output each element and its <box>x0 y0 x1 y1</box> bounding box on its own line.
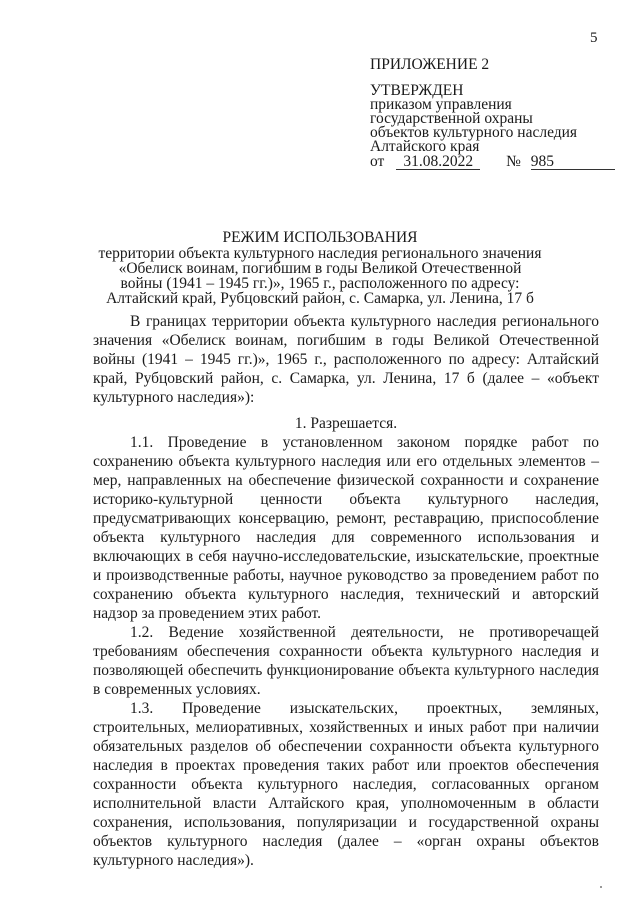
approval-line: приказом управления <box>370 96 512 113</box>
intro-paragraph: В границах территории объекта культурного наследия регионального значения «Обелиск воинам, погибшим в годы Великой Отечественной войны (1941 – 1945 гг.)», 1965 г., расположенного по адресу: Алтайский край, Рубцовский район, с. Самарка, ул. Ленина, 17 б (далее – «объект культурного наследия»): <box>93 313 599 406</box>
clause-1-1: 1.1. Проведение в установленном законом порядке работ по сохранению объекта культурного наследия или его отдельных элементов – мер, направленных на обеспечение физической сохранности и сохранение историко-культурной ценности объекта культурного наследия, предусматривающих консервацию, ремонт, реставрацию, приспособление объекта культурного наследия для современного использования и включающих в себя научно-исследовательские, изыскательские, проектные и производственные работы, научное руководство за проведением работ по сохранению объекта культурного наследия, технический и авторский надзор за проведением этих работ. <box>93 434 599 622</box>
intro-block <box>93 312 599 407</box>
section-heading: 1. Разрешается. <box>294 415 398 432</box>
approval-line: Алтайского края <box>370 138 480 155</box>
approval-line: государственной охраны <box>370 110 533 127</box>
title-line: войны (1941 – 1945 гг.)», 1965 г., расположенного по адресу: <box>120 275 520 292</box>
document-title <box>0 230 640 306</box>
order-reference <box>370 153 615 171</box>
number-label: № <box>506 153 521 170</box>
section-1 <box>93 414 599 870</box>
from-label: от <box>370 153 385 170</box>
title-line: Алтайский край, Рубцовский район, с. Самарка, ул. Ленина, 17 б <box>106 290 534 307</box>
title-line: территории объекта культурного наследия регионального значения <box>98 245 542 262</box>
scan-mark <box>600 886 602 888</box>
title-main: РЕЖИМ ИСПОЛЬЗОВАНИЯ <box>222 229 418 246</box>
order-date: 31.08.2022 <box>396 154 480 170</box>
approved-label: УТВЕРЖДЕН <box>370 82 464 99</box>
page-number: 5 <box>590 30 598 46</box>
clause-1-3: 1.3. Проведение изыскательских, проектных, земляных, строительных, мелиоративных, хозяйственных и иных работ при наличии обязательных разделов об обеспечении сохранности объекта культурного наследия в проектах проведения таких работ или проектов обеспечения сохранности объекта культурного наследия, согласованных органом исполнительной власти Алтайского края, уполномоченным в области сохранения, использования, популяризации и государственной охраны объектов культурного наследия (далее – «орган охраны объектов культурного наследия»). <box>93 700 599 869</box>
title-line: «Обелиск воинам, погибшим в годы Великой Отечественной <box>118 260 522 277</box>
approval-block <box>370 58 610 154</box>
clause-1-2: 1.2. Ведение хозяйственной деятельности, не противоречащей требованиям обеспечения сохранности объекта культурного наследия и позволяющей обеспечить функционирование объекта культурного наследия в современных условиях. <box>93 624 599 698</box>
appendix-title: ПРИЛОЖЕНИЕ 2 <box>370 56 490 73</box>
approval-line: объектов культурного наследия <box>370 124 578 141</box>
order-number: 985 <box>531 154 615 170</box>
